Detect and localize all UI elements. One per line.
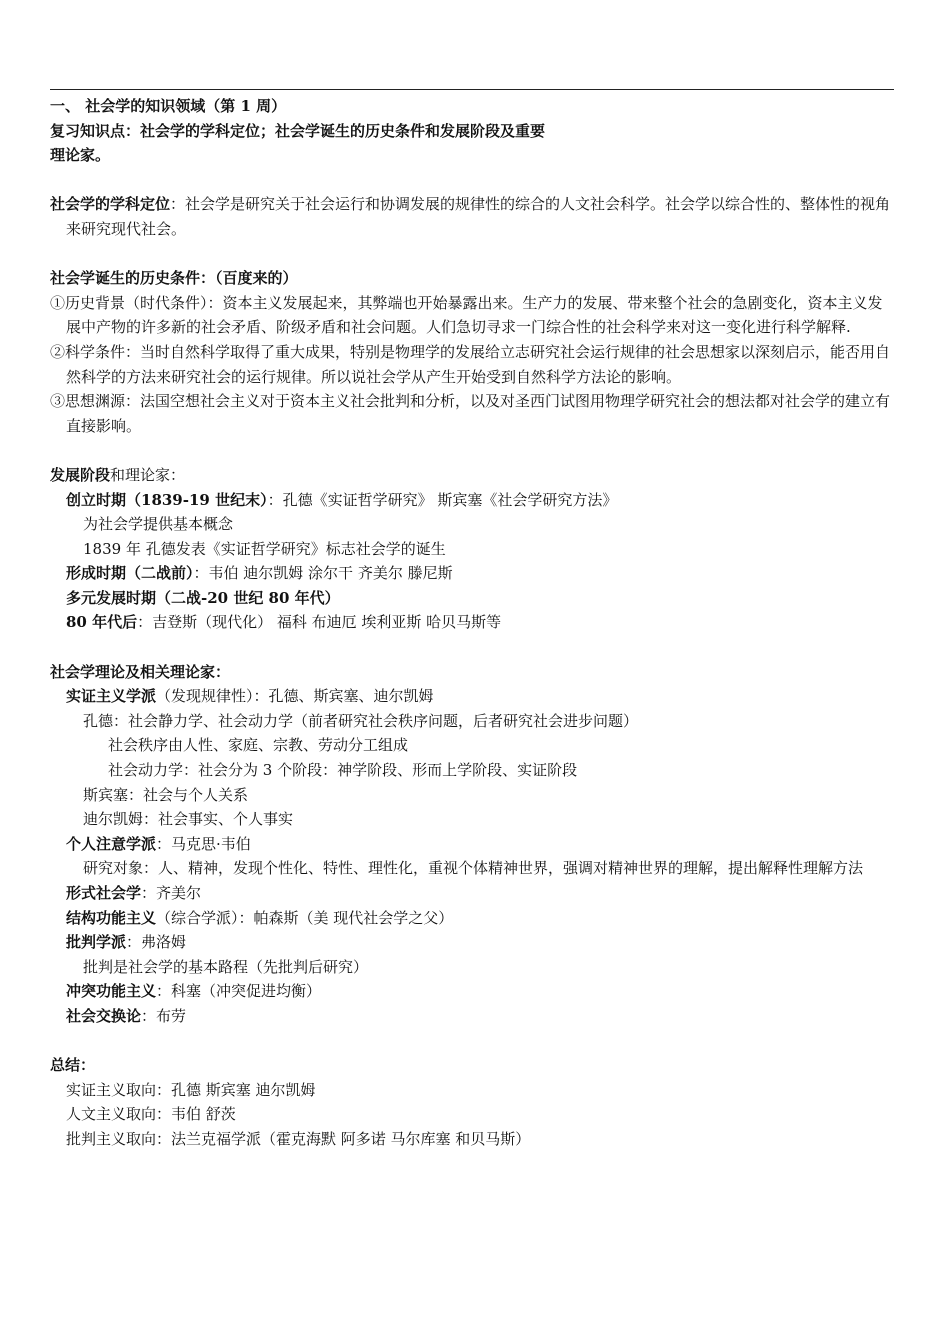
section-title: 一、 社会学的知识领域（第 1 周） (50, 97, 287, 115)
stage-post-80s-label: 80 年代后 (66, 613, 138, 632)
top-rule (50, 89, 894, 90)
stage-founding-label: 创立时期（1839-19 世纪末） (66, 490, 268, 509)
stage-founding (50, 488, 895, 513)
review-points-line-1: 复习知识点：社会学的学科定位；社会学诞生的历史条件和发展阶段及重要 (50, 121, 546, 140)
theory-structural-functionalism (50, 906, 895, 931)
theory-formal-label: 形式社会学 (66, 884, 142, 902)
theory-exchange (50, 1004, 895, 1029)
condition-item-scientific: ②科学条件：当时自然科学取得了重大成果，特别是物理学的发展给立志研究社会运行规律的社会思想家以深刻启示，能否用自然科学的方法来研究社会的运行规律。所以说社会学从产生开始受到自然科学方法论的影响。 (50, 342, 891, 386)
summary-item-humanism: 人文主义取向：韦伯 舒茨 (66, 1105, 236, 1124)
stage-founding-note-2: 1839 年 孔德发表《实证哲学研究》标志社会学的诞生 (83, 539, 446, 558)
theory-formal-text: ：齐美尔 (141, 884, 202, 902)
stages-heading-rest: 和理论家： (110, 465, 186, 484)
theory-positivism-label: 实证主义学派 (66, 687, 157, 706)
theory-exchange-label: 社会交换论 (66, 1006, 142, 1025)
spacer (50, 1029, 895, 1054)
theory-individualism-text: ：马克思·韦伯 (156, 834, 251, 853)
condition-item-historical-background: ①历史背景（时代条件）：资本主义发展起来，其弊端也开始暴露出来。生产力的发展、带来整个社会的急剧变化，资本主义发展中产物的许多新的社会矛盾、阶级矛盾和社会问题。人们急切寻求一门综合性的社会科学来对这一变化进行科学解释. (50, 293, 883, 337)
theory-positivism-text: （发现规律性）：孔德、斯宾塞、迪尔凯姆 (156, 687, 434, 706)
theory-conflict (50, 979, 895, 1004)
summary-item-critical: 批判主义取向：法兰克福学派（霍克海默 阿多诺 马尔库塞 和贝马斯） (66, 1129, 531, 1148)
theory-individualism-detail: 研究对象：人、精神，发现个性化、特性、理性化，重视个体精神世界，强调对精神世界的理解，提出解释性理解方法 (83, 859, 864, 878)
theory-durkheim: 迪尔凯姆：社会事实、个人事实 (83, 810, 294, 829)
stages-heading-bold: 发展阶段 (50, 465, 111, 484)
stage-formation (50, 561, 895, 586)
theory-comte: 孔德：社会静力学、社会动力学（前者研究社会秩序问题，后者研究社会进步问题） (83, 711, 639, 730)
spacer (50, 168, 895, 193)
theory-spencer: 斯宾塞：社会与个人关系 (83, 785, 249, 804)
stage-pluralism: 多元发展时期（二战-20 世纪 80 年代） (66, 588, 340, 607)
theory-critical-label: 批判学派 (66, 933, 127, 952)
theory-positivism (50, 684, 895, 709)
historical-conditions-heading: 社会学诞生的历史条件：（百度来的） (50, 269, 298, 288)
review-points-line-2: 理论家。 (50, 146, 111, 165)
theory-critical-text: ：弗洛姆 (126, 933, 187, 952)
stage-formation-text: ：韦伯 迪尔凯姆 涂尔干 齐美尔 滕尼斯 (193, 564, 453, 583)
theory-critical-note: 批判是社会学的基本路程（先批判后研究） (83, 957, 369, 976)
theory-individualism-label: 个人注意学派 (66, 834, 157, 853)
discipline-positioning-label: 社会学的学科定位 (50, 195, 171, 214)
theory-structural-label: 结构功能主义 (66, 908, 157, 927)
summary-item-positivism: 实证主义取向：孔德 斯宾塞 迪尔凯姆 (66, 1080, 316, 1099)
stage-post-80s-text: ：吉登斯（现代化） 福科 布迪厄 埃利亚斯 哈贝马斯等 (137, 613, 502, 632)
theory-comte-dynamics: 社会动力学：社会分为 3 个阶段：神学阶段、形而上学阶段、实证阶段 (108, 761, 578, 780)
theory-exchange-text: ：布劳 (141, 1006, 187, 1025)
theory-conflict-text: ：科塞（冲突促进均衡） (156, 982, 322, 1001)
theory-individualism (50, 832, 895, 857)
stages-heading (50, 463, 895, 488)
stage-formation-label: 形成时期（二战前） (66, 564, 194, 583)
stage-post-80s (50, 610, 895, 635)
stage-founding-note-1: 为社会学提供基本概念 (83, 515, 234, 534)
document-body (50, 94, 895, 1152)
spacer (50, 635, 895, 660)
spacer (50, 438, 895, 463)
theory-conflict-label: 冲突功能主义 (66, 982, 157, 1001)
theories-heading: 社会学理论及相关理论家： (50, 662, 231, 681)
summary-heading: 总结： (50, 1056, 96, 1075)
theory-comte-statics: 社会秩序由人性、家庭、宗教、劳动分工组成 (108, 736, 409, 755)
condition-item-ideological: ③思想渊源：法国空想社会主义对于资本主义社会批判和分析，以及对圣西门试图用物理学研究社会的想法都对社会学的建立有直接影响。 (50, 392, 891, 435)
stage-founding-text: ：孔德《实证哲学研究》 斯宾塞《社会学研究方法》 (267, 490, 618, 509)
theory-structural-text: （综合学派）：帕森斯（美 现代社会学之父） (156, 908, 454, 927)
discipline-positioning-text: ：社会学是研究关于社会运行和协调发展的规律性的综合的人文社会科学。社会学以综合性的、整体性的视角来研究现代社会。 (66, 195, 891, 238)
discipline-positioning-paragraph (50, 192, 895, 241)
theory-formal (50, 881, 895, 906)
spacer (50, 242, 895, 267)
theory-critical (50, 930, 895, 955)
